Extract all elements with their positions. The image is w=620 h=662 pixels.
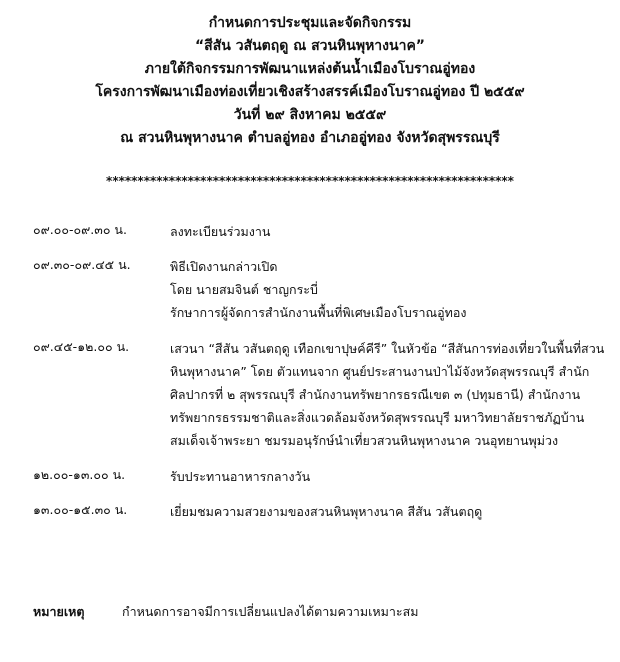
schedule-description <box>170 337 605 452</box>
separator-stars: ***************************************************************** <box>106 174 514 188</box>
schedule-description <box>170 465 590 488</box>
schedule-time: ๑๒.๐๐-๑๓.๐๐ น. <box>33 467 126 482</box>
note-label: หมายเหตุ <box>33 604 85 619</box>
schedule-time: ๑๓.๐๐-๑๕.๓๐ น. <box>33 502 128 517</box>
document-header <box>0 12 620 150</box>
description-line: รับประทานอาหารกลางวัน <box>170 469 311 484</box>
schedule-time: ๐๙.๐๐-๐๙.๓๐ น. <box>33 222 127 237</box>
header-project: โครงการพัฒนาเมืองท่องเที่ยวเชิงสร้างสรรค์เมืองโบราณอู่ทอง ปี ๒๕๕๙ <box>95 84 525 100</box>
header-date: วันที่ ๒๙ สิงหาคม ๒๕๕๙ <box>233 107 387 123</box>
header-location: ณ สวนหินพุหางนาค ตำบลอู่ทอง อำเภออู่ทอง จังหวัดสุพรรณบุรี <box>120 130 500 146</box>
header-title: กำหนดการประชุมและจัดกิจกรรม <box>208 15 412 31</box>
schedule-time: ๐๙.๔๕-๑๒.๐๐ น. <box>33 339 130 354</box>
description-line: พิธีเปิดงานกล่าวเปิด <box>170 259 278 274</box>
header-activity: ภายใต้กิจกรรมการพัฒนาแหล่งต้นน้ำเมืองโบราณอู่ทอง <box>144 61 476 77</box>
description-line: เยี่ยมชมความสวยงามของสวนหินพุหางนาค สีสัน วสันตฤดู <box>170 504 483 519</box>
description-line: ศิลปากรที่ ๒ สุพรรณบุรี สำนักงานทรัพยากรธรณีเขต ๓ (ปทุมธานี) สำนักงาน <box>170 387 581 402</box>
description-line: สมเด็จเจ้าพระยา ชมรมอนุรักษ์นำเที่ยวสวนหินพุหางนาค วนอุทยานพุม่วง <box>170 433 559 448</box>
description-line: เสวนา “สีสัน วสันตฤดู เทือกเขาปุษค์คีรี” ในหัวข้อ “สีสันการท่องเที่ยวในพื้นที่สวน <box>170 341 605 356</box>
header-event-name: “สีสัน วสันตฤดู ณ สวนหินพุหางนาค” <box>194 38 426 54</box>
description-line: รักษาการผู้จัดการสำนักงานพื้นที่พิเศษเมืองโบราณอู่ทอง <box>170 305 467 320</box>
schedule-description <box>170 255 590 324</box>
schedule-time: ๐๙.๓๐-๐๙.๔๕ น. <box>33 257 131 272</box>
note-text: กำหนดการอาจมีการเปลี่ยนแปลงได้ตามความเหมาะสม <box>122 604 419 619</box>
description-line: ลงทะเบียนร่วมงาน <box>170 224 271 239</box>
schedule-description <box>170 500 590 523</box>
description-line: โดย นายสมจินต์ ชาญกระบี่ <box>170 282 318 297</box>
schedule-description <box>170 220 590 243</box>
description-line: หินพุหางนาค” โดย ตัวแทนจาก ศูนย์ประสานงานป่าไม้จังหวัดสุพรรณบุรี สำนัก <box>170 364 590 379</box>
description-line: ทรัพยากรธรรมชาติและสิ่งแวดล้อมจังหวัดสุพรรณบุรี มหาวิทยาลัยราชภัฏบ้าน <box>170 410 585 425</box>
